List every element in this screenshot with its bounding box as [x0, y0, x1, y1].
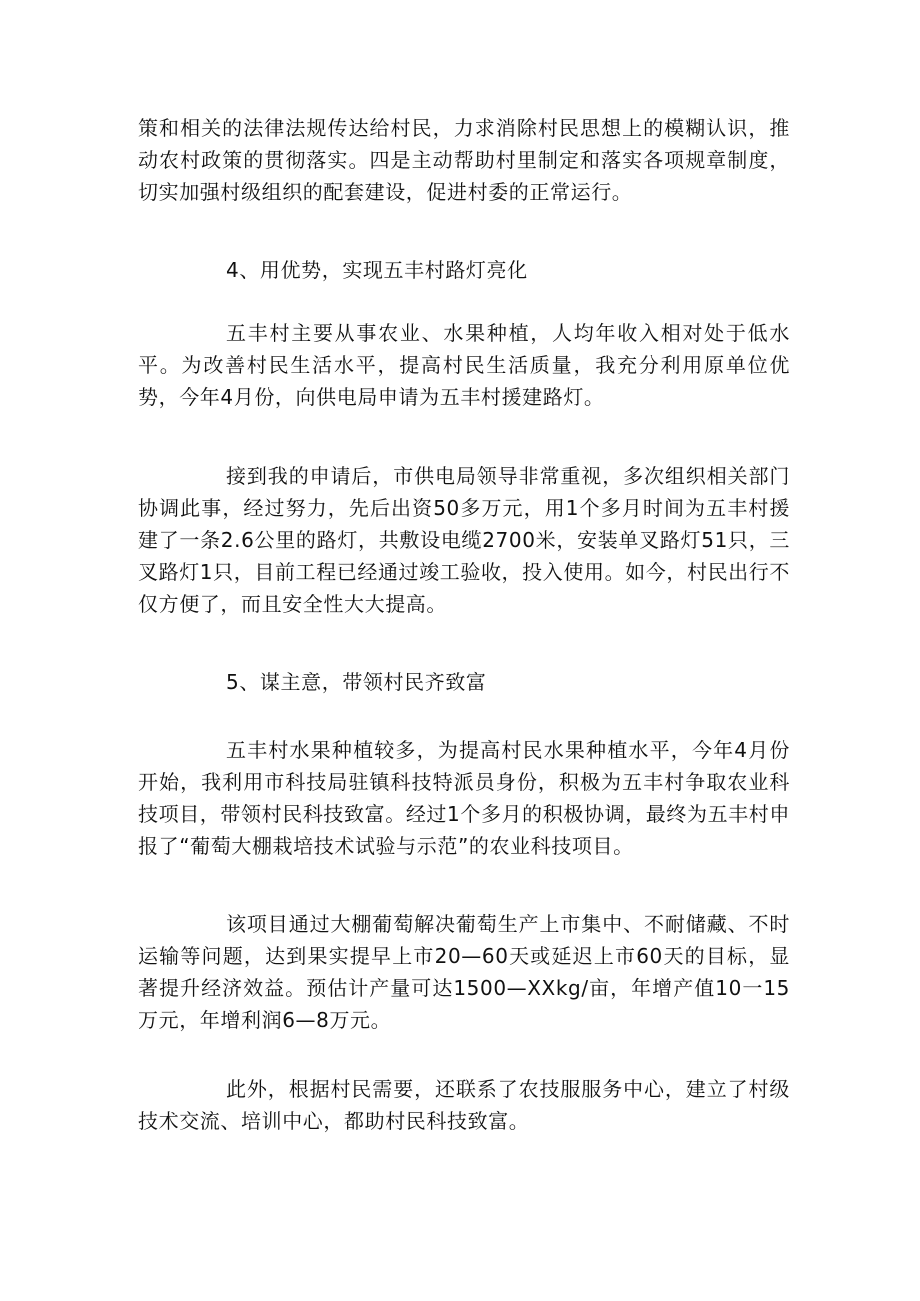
paragraph-greenhouse-grapes: 该项目通过大棚葡萄解决葡萄生产上市集中、不耐储藏、不时运输等问题，达到果实提早上市20—60天或延迟上市60天的目标，显著提升经济效益。预估计产量可达1500—XXkg/亩，年增产值10一15万元，年增利润6—8万元。	[138, 912, 790, 1032]
section-heading-streetlights: 4、用优势，实现五丰村路灯亮化	[226, 258, 528, 282]
paragraph-fruit-project: 五丰村水果种植较多，为提高村民水果种植水平，今年4月份开始，我利用市科技局驻镇科技特派员身份，积极为五丰村争取农业科技项目，带领村民科技致富。经过1个多月的积极协调，最终为五丰村申报了“葡萄大棚栽培技术试验与示范”的农业科技项目。	[138, 738, 790, 858]
paragraph-training-center: 此外，根据村民需要，还联系了农技服服务中心，建立了村级技术交流、培训中心，都助村民科技致富。	[138, 1077, 790, 1133]
section-heading-prosperity: 5、谋主意，带领村民齐致富	[226, 670, 487, 694]
paragraph-village-income: 五丰村主要从事农业、水果种植，人均年收入相对处于低水平。为改善村民生活水平，提高村民生活质量，我充分利用原单位优势，今年4月份，向供电局申请为五丰村援建路灯。	[138, 321, 790, 409]
paragraph-power-bureau: 接到我的申请后，市供电局领导非常重视，多次组织相关部门协调此事，经过努力，先后出资50多万元，用1个多月时间为五丰村援建了一条2.6公里的路灯，共敷设电缆2700米，安装单叉路灯51只，三叉路灯1只，目前工程已经通过竣工验收，投入使用。如今，村民出行不仅方便了，而且安全性大大提高。	[138, 464, 790, 616]
paragraph-policy-continuation: 策和相关的法律法规传达给村民，力求消除村民思想上的模糊认识，推动农村政策的贯彻落实。四是主动帮助村里制定和落实各项规章制度，切实加强村级组织的配套建设，促进村委的正常运行。	[138, 116, 790, 204]
